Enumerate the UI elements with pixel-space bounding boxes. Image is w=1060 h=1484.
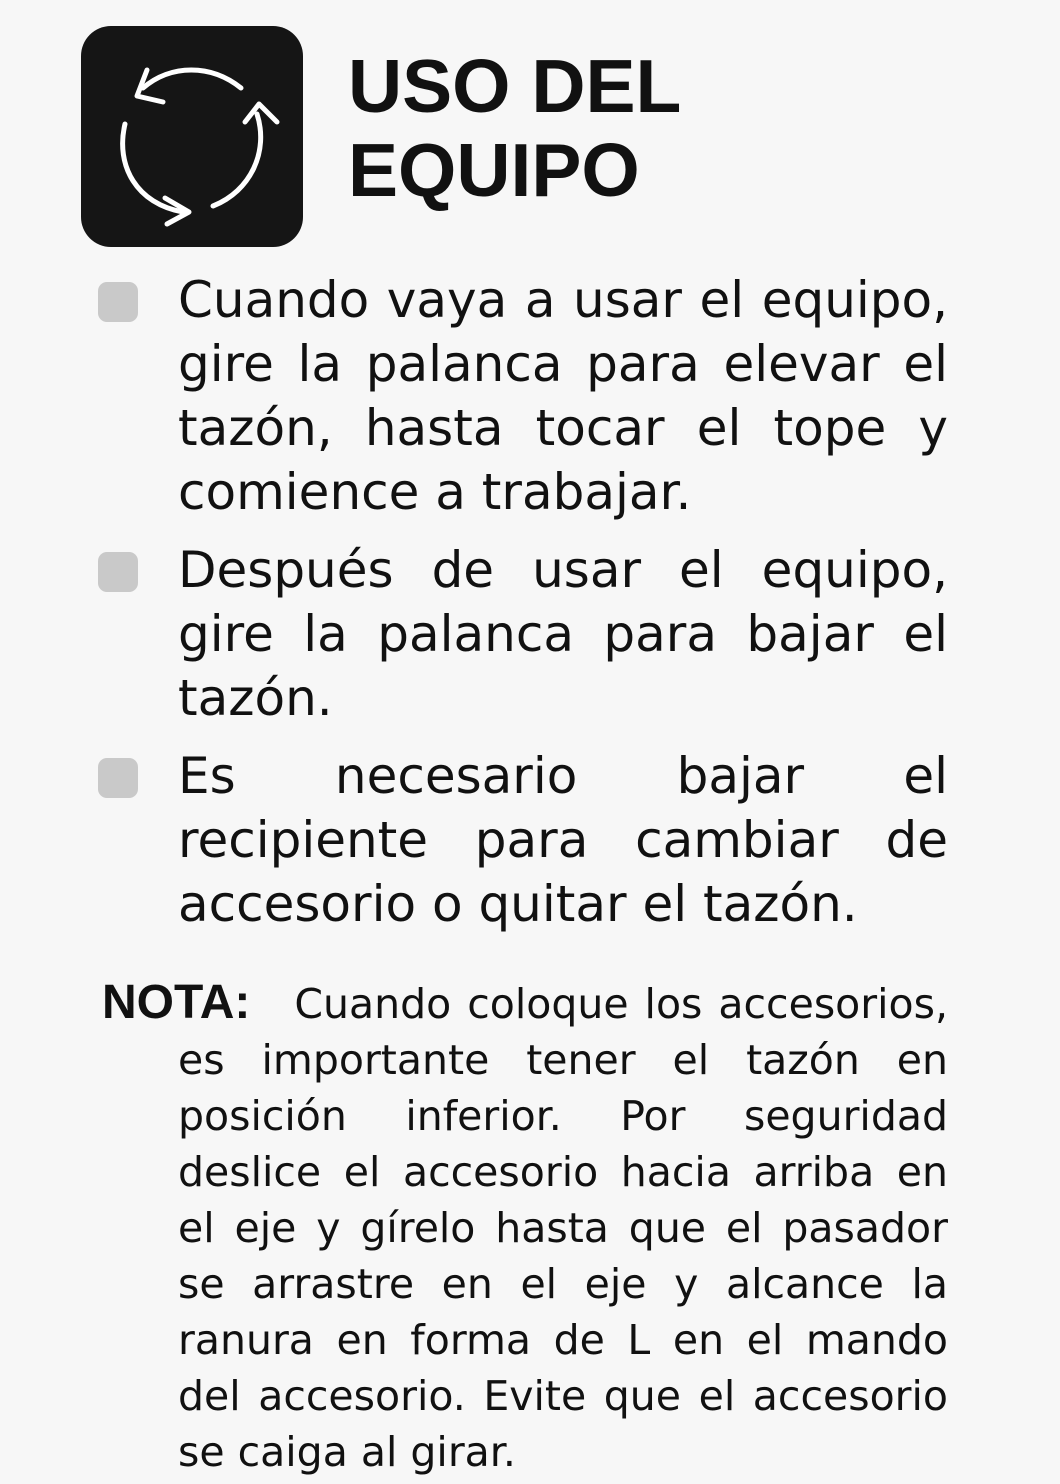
note-section xyxy=(102,975,948,1480)
bullet-square-icon xyxy=(98,552,138,592)
note-label: NOTA: xyxy=(102,976,251,1029)
title-line-1: USO DEL xyxy=(348,44,682,128)
section-header xyxy=(81,26,981,248)
list-item xyxy=(98,268,968,524)
list-item xyxy=(98,744,968,936)
page-title xyxy=(348,44,948,212)
note-paragraph xyxy=(102,975,948,1480)
list-item-text: Después de usar el equipo, gire la palanca para bajar el tazón. xyxy=(178,541,948,727)
note-text: Cuando coloque los accesorios, es importante tener el tazón en posición inferior. Por seguridad deslice el accesorio hacia arriba en el eje y gírelo hasta que el pasador se arrastre en el eje y alcance la ranura en forma de L en el mando del accesorio. Evite que el accesorio se caiga al girar. xyxy=(178,980,948,1476)
instruction-list xyxy=(98,268,968,950)
bullet-square-icon xyxy=(98,758,138,798)
list-item-text: Es necesario bajar el recipiente para cambiar de accesorio o quitar el tazón. xyxy=(178,747,948,933)
title-line-2: EQUIPO xyxy=(348,128,640,212)
rotate-arrows-icon xyxy=(81,26,303,247)
list-item xyxy=(98,538,968,730)
list-item-text: Cuando vaya a usar el equipo, gire la palanca para elevar el tazón, hasta tocar el tope y comience a trabajar. xyxy=(178,271,948,521)
bullet-square-icon xyxy=(98,282,138,322)
